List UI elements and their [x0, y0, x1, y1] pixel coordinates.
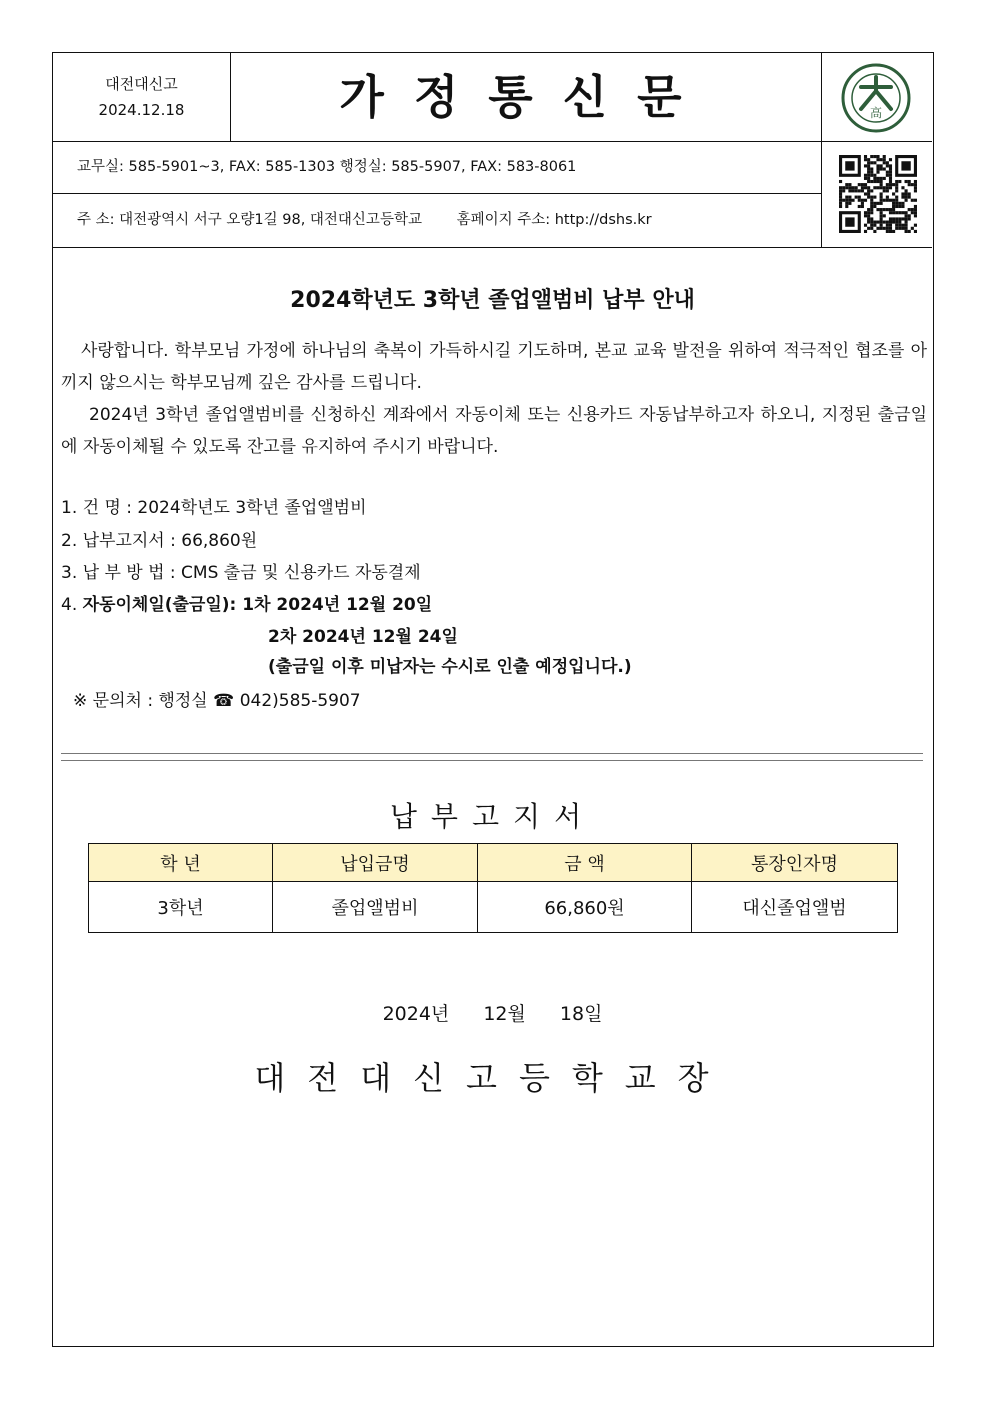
inquiry-contact: ※ 문의처 : 행정실 ☎ 042)585-5907 [73, 691, 361, 711]
principal-signature: 대전대신고등학교장 [254, 1059, 731, 1097]
item-debit-date [61, 590, 432, 615]
table-row [89, 882, 898, 933]
bill-header-row [89, 844, 898, 882]
item-subject: 1. 건 명 : 2024학년도 3학년 졸업앨범비 [61, 498, 367, 518]
emblem-char: 高 [869, 106, 883, 120]
item-amount: 2. 납부고지서 : 66,860원 [61, 531, 258, 551]
greeting-paragraph: 사랑합니다. 학부모님 가정에 하나님의 축복이 가득하시길 기도하며, 본교 교육 발전을 위하여 적극적인 협조를 아끼지 않으시는 학부모님께 깊은 감사를 드립니다. [61, 341, 927, 393]
item-debit-note: (출금일 이후 미납자는 수시로 인출 예정입니다.) [268, 657, 632, 677]
bill-header-account-name: 통장인자명 [692, 844, 898, 882]
header-top [53, 53, 932, 142]
bill-table [88, 843, 898, 933]
bill-title: 납부고지서 [389, 800, 596, 833]
instruction-paragraph: 2024년 3학년 졸업앨범비를 신청하신 계좌에서 자동이체 또는 신용카드 자동납부하고자 하오니, 지정된 출금일에 자동이체될 수 있도록 잔고를 유지하여 주시기 바랍니다. [61, 405, 927, 457]
school-address: 주 소: 대전광역시 서구 오량1길 98, 대전대신고등학교 [77, 212, 422, 228]
item-debit-label: 자동이체일(출금일): 1차 2024년 12월 20일 [82, 595, 433, 615]
item-method: 3. 납 부 방 법 : CMS 출금 및 신용카드 자동결제 [61, 563, 421, 583]
bill-cell-amount: 66,860원 [478, 882, 692, 933]
bill-cell-item: 졸업앨범비 [273, 882, 478, 933]
page-title: 가정통신문 [339, 70, 712, 124]
footer-year: 2024년 [382, 1003, 450, 1025]
bill-cell-grade: 3학년 [89, 882, 273, 933]
bill-header-amount: 금 액 [478, 844, 692, 882]
footer-date [53, 999, 932, 1026]
newsletter-frame [52, 52, 934, 1347]
school-short-name: 대전대신고 [105, 75, 178, 93]
footer-day: 18일 [559, 1003, 603, 1025]
homepage-link[interactable]: 홈페이지 주소: http://dshs.kr [456, 212, 652, 228]
cut-line-divider [61, 753, 923, 761]
contact-numbers: 교무실: 585-5901~3, FAX: 585-1303 행정실: 585-5907, FAX: 583-8061 [77, 159, 577, 175]
bill-header-grade: 학 년 [89, 844, 273, 882]
item-debit-prefix: 4. [61, 595, 83, 615]
header-school-date [53, 53, 231, 141]
bill-cell-account-name: 대신졸업앨범 [692, 882, 898, 933]
contact-row [53, 141, 821, 194]
item-debit-second: 2차 2024년 12월 24일 [268, 627, 458, 647]
school-emblem-icon [841, 63, 911, 133]
footer-month: 12월 [483, 1003, 526, 1025]
address-row [53, 193, 932, 248]
issue-date: 2024.12.18 [98, 101, 185, 119]
notice-title: 2024학년도 3학년 졸업앨범비 납부 안내 [290, 288, 695, 313]
bill-header-item: 납입금명 [273, 844, 478, 882]
